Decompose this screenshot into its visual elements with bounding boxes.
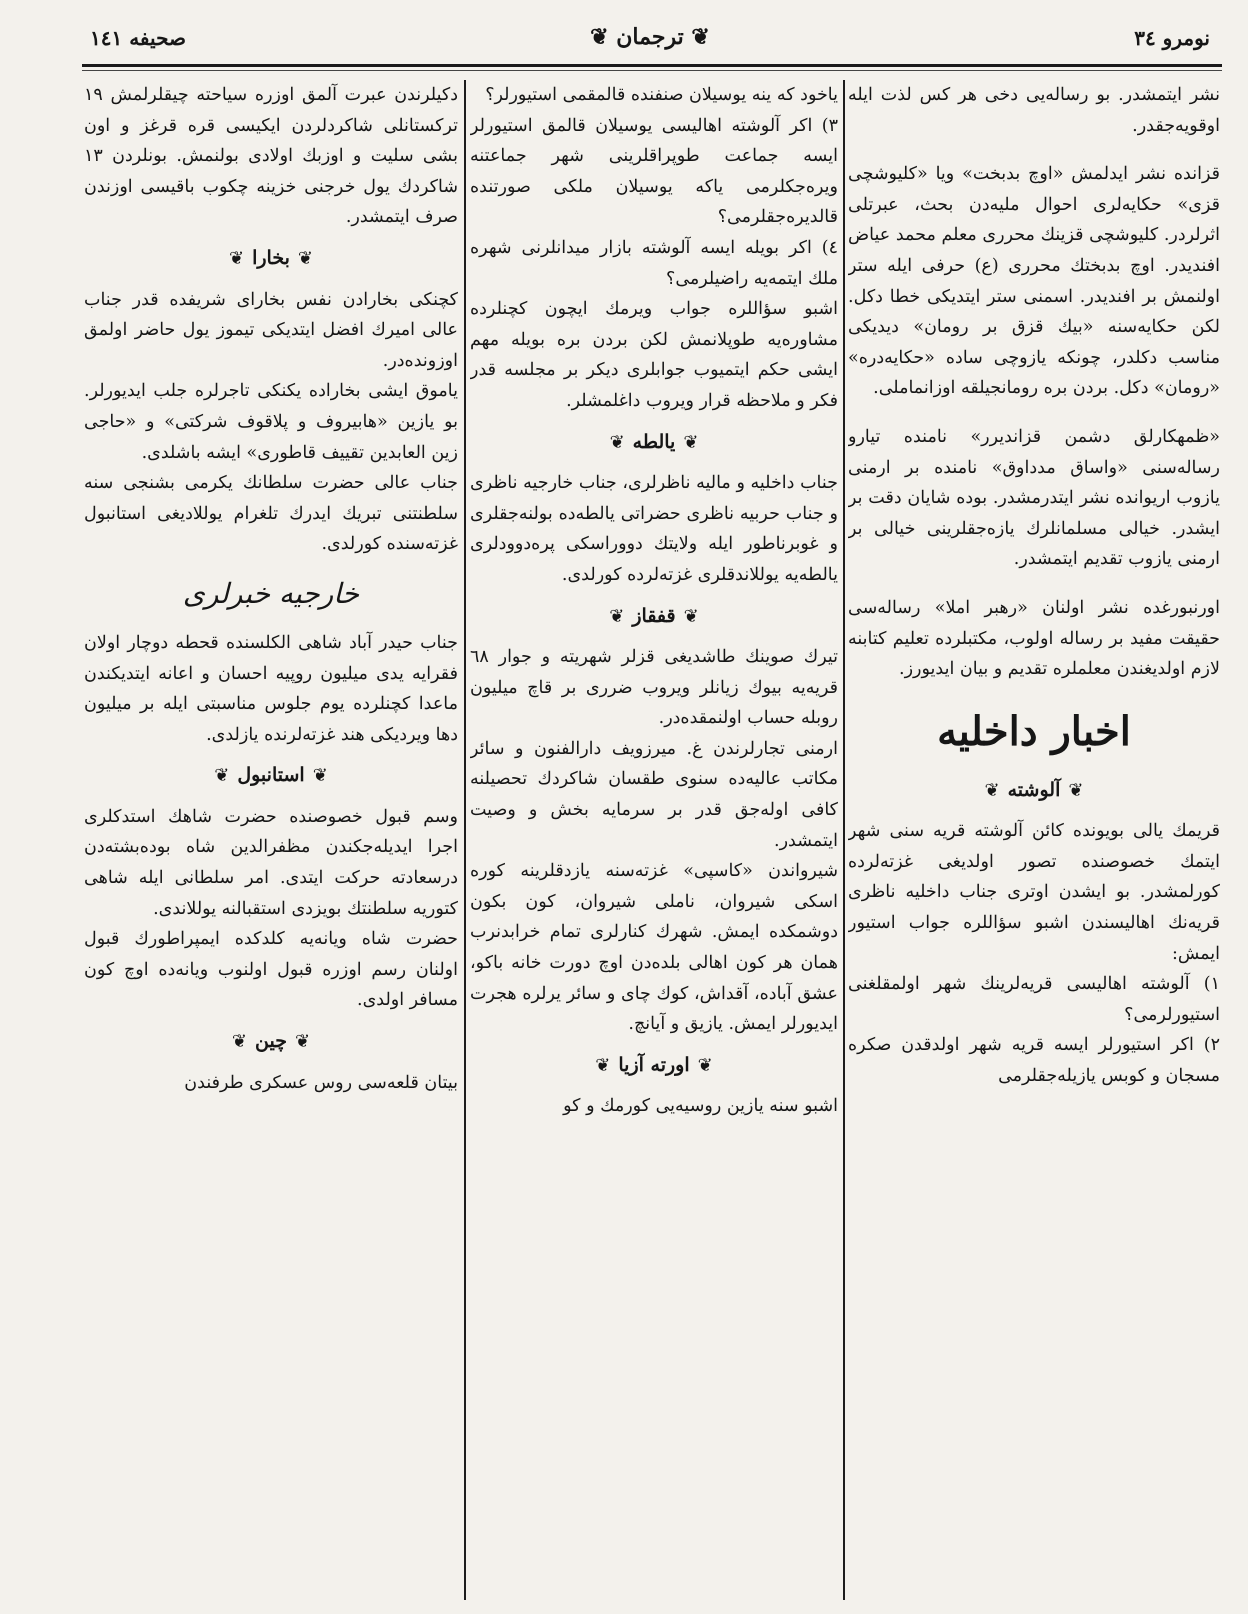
article-paragraph: ارمنى تجارلرندن غ. ميرزويف دارالفنون و سائر مكاتب عاليه‌ده سنوى طقسان شاكردك تحصيلنه كافى اوله‌جق قدر بر سرمايه بخش و وصيت ايتمشدر. (470, 738, 838, 851)
header-rule-thin (82, 70, 1222, 71)
section-heading: اخبار داخليه (937, 707, 1131, 755)
article-paragraph: شيرواندن «كاسپى» غزته‌سنه يازدقلرينه كوره اسكى شيروان، ناملى شيروان، كون بكون دوشمكده ايمش. شهرك كنارلرى تمام خرابدنرب همان هر كون اهالى بلده‌دن اوچ دورت خانه باكو، عشق آباده، آقداش، كوك چاى و سائر يرلره هجرت ايديورلر ايمش. يازيق و آيانچ. (470, 861, 838, 1035)
article-paragraph: حضرت شاه ويانه‌يه كلدكده ايمپراطورك قبول اولنان رسم اوزره قبول اولنوب ويانه‌ده اوچ كون مسافر اولدى. (84, 929, 458, 1011)
spacer (848, 141, 1220, 159)
article-paragraph: ٤) اكر بويله ايسه آلوشته بازار ميدانلرنى شهره ملك ايتمه‌يه راضيلرمى؟ (470, 237, 838, 289)
column-divider (464, 80, 466, 1600)
article-paragraph: «ظمهكارلق دشمن قزانديرر» نامنده تيارو رساله‌سنى «واساق مدداوق» نامنده بر ارمنى يازوب اريوانده نشر ايتدرمشدر. بوده شايان دقت بر ايشدر. خيالى مسلمانلرك يازه‌جقلرينى خيالى بر ارمنى يازوب تقديم ايتمشدر. (848, 426, 1220, 570)
masthead-title (80, 24, 1220, 50)
article-paragraph: ١) آلوشته اهاليسى قريه‌لرينك شهر اولمقلغنى استيورلرمى؟ (848, 974, 1220, 1025)
ornament-icon: ❦ (590, 24, 609, 50)
subsection-title: چين (255, 1030, 287, 1053)
article-paragraph: بيتان قلعه‌سى روس عسكرى طرفندن (184, 1072, 458, 1093)
subsection-heading (84, 243, 458, 275)
page-header (80, 22, 1220, 62)
header-rule (82, 64, 1222, 67)
article-paragraph: كچنكى بخارادن نفس بخاراى شريفده قدر جناب عالى اميرك افضل ايتديكى تيموز يول حاضر اولمق اوزونده‌در. (84, 289, 458, 371)
subsection-heading (470, 601, 838, 633)
subsection-heading (84, 760, 458, 792)
article-paragraph: اشبو سؤاللره جواب ويرمك ايچون كچنلرده مشاوره‌يه طوپلانمش لكن بردن بره بويله مهم ايشى حكم ايتميوب جوابلرى ديكر بر مجلسه قدر فكر و ملاحظه قرار ويروب داغلمشلر. (470, 299, 838, 411)
column-left (84, 80, 458, 1600)
subsection-title: بخارا (252, 246, 290, 269)
article-paragraph: اورنبورغده نشر اولنان «رهبر املا» رساله‌سى حقيقت مفيد بر رساله اولوب، مكتبلرده تعليم كتابنه لازم اولديغندن معلملره تقديم و بيان ايديورز. (848, 597, 1220, 680)
spacer (848, 404, 1220, 422)
column-right (848, 80, 1220, 1600)
ornament-icon: ❦ (683, 605, 699, 627)
article-paragraph: وسم قبول خصوصنده حضرت شاهك استدكلرى اجرا ايديله‌جكندن مظفرالدين شاه بوده‌بشته‌دن درسعادته حركت ايتدى. امر سلطانى ايله شاهى كتوريه سلطنتك بويزدى استقبالنه يوللاندى. (84, 806, 458, 919)
subsection-title: آلوشته (1007, 778, 1061, 801)
article-paragraph: نشر ايتمشدر. بو رساله‌يى دخى هر كس لذت ايله اوقويه‌جقدر. (848, 85, 1220, 136)
subsection-heading (470, 427, 838, 459)
article-paragraph: اشبو سنه يازين روسيه‌يى كورمك و كو (563, 1096, 838, 1117)
article-paragraph: ٣) اكر آلوشته اهاليسى يوسيلان قالمق استيورلر ايسه جماعت طوپراقلرينى شهر جماعتنه ويره‌جكلرمى ياكه يوسيلان ملكى صورتنده قالديره‌جقلرمى؟ (470, 115, 838, 228)
issue-number: نومرو ٣٤ (1134, 26, 1210, 50)
ornament-icon: ❦ (697, 1054, 713, 1076)
article-paragraph: جناب عالى حضرت سلطانك يكرمى بشنجى سنه سلطنتنى تبريك ايدرك تلغرام يوللاديغى استانبول غزته‌سنده كورلدى. (84, 473, 458, 555)
ornament-icon: ❦ (312, 765, 328, 787)
article-paragraph: تيرك صوينك طاشديغى قزلر شهريته و جوار ٦٨ قريه‌يه بيوك زيانلر ويروب ضررى بر قاچ ميليون روبله حساب اولنمقده‌در. (470, 647, 838, 729)
page-number: صحيفه ١٤١ (90, 26, 186, 50)
subsection-heading (848, 775, 1220, 807)
ornament-icon: ❦ (609, 605, 625, 627)
article-paragraph: قريمك يالى بويونده كائن آلوشته قريه سنى شهر ايتمك خصوصنده تصور اولديغى غزته‌لرده كورلمشدر. بو ايشدن اوترى جناب داخليه ناظرى قريه‌نك اهاليسندن اشبو سؤاللره جواب استيور ايمش: (848, 821, 1220, 964)
subsection-title: اورته آزيا (618, 1053, 690, 1076)
article-paragraph: جناب حيدر آباد شاهى الكلسنده قحطه دوچار اولان فقرايه يدى ميليون روپيه احسان و اعانه ايتديكندن ماعدا كچنلرده يوم جلوس مناسبتى ايله بر ميليون دها ويرديكى هند غزته‌لرنده يازلدى. (84, 632, 458, 745)
article-paragraph: قزانده نشر ايدلمش «اوچ بدبخت» ويا «كليوشچى قزى» حكايه‌لرى احوال مليه‌دن بحث، عبرتلى اثرلردر. كليوشچى قزينك محررى معلم محمد عياض افنديدر. اوچ بدبختك محررى (ع) حرفى ايله ستر اولنمش بر افنديدر. اسمنى ستر ايتديكى خطا دكل. لكن حكايه‌سنه «بيك قزق بر رومان» ديديكى مناسب دكلدر، چونكه يازوچى ساده «حكايه‌دره» «رومان» دكل. بردن بره رومانجيلقه اوزانماملى. (848, 164, 1220, 399)
column-divider (843, 80, 845, 1600)
subsection-title: يالطه (632, 430, 676, 453)
ornament-icon: ❦ (297, 247, 313, 269)
ornament-icon: ❦ (1068, 779, 1084, 801)
subsection-title: استانبول (237, 764, 305, 787)
ornament-icon: ❦ (595, 1054, 611, 1076)
ornament-icon: ❦ (231, 1031, 248, 1053)
section-heading: خارجيه خبرلرى (182, 576, 360, 610)
column-middle (470, 80, 838, 1600)
ornament-icon: ❦ (609, 431, 625, 453)
ornament-icon: ❦ (229, 247, 245, 269)
article-paragraph: دكيلرندن عبرت آلمق اوزره سياحته چيقلرلمش ١٩ تركستانلى شاكردلردن ايكيسى قره قرغز و اون بشى سليت و اوزبك اولادى بولنمش. بونلردن ١٣ شاكردك يول خرجنى خزينه چكوب باقيسى اوزندن صرف ايتمشدر. (84, 85, 458, 228)
ornament-icon: ❦ (984, 779, 1000, 801)
subsection-title: قفقاز (632, 604, 676, 627)
subsection-heading (84, 1026, 458, 1058)
spacer (848, 575, 1220, 593)
article-paragraph: جناب داخليه و ماليه ناظرلرى، جناب خارجيه ناظرى و جناب حربيه ناظرى حضراتى يالطه‌ده بولنه‌جقلرى و غوبرناطور ايله ولايتك دووراسكى پره‌دوودلرى يالطه‌يه يوللاندقلرى غزته‌لرده كورلدى. (470, 473, 838, 585)
masthead-text: ترجمان (616, 24, 684, 50)
ornament-icon: ❦ (691, 24, 710, 50)
subsection-heading (470, 1050, 838, 1082)
article-paragraph: ياخود كه ينه يوسيلان صنفنده قالمقمى استيورلر؟ (485, 85, 838, 105)
ornament-icon: ❦ (214, 765, 230, 787)
article-paragraph: ٢) اكر استيورلر ايسه قريه شهر اولدقدن صكره مسجان و كوبس يازيله‌جقلرمى (848, 1035, 1220, 1087)
article-paragraph: ياموق ايشى بخاراده يكنكى تاجرلره جلب ايديورلر. بو يازين «هابيروف و پلاقوف شركتى» و «حاجى زين العابدين تقييف قاطورى» ايشه باشلدى. (84, 381, 458, 463)
ornament-icon: ❦ (294, 1031, 311, 1053)
ornament-icon: ❦ (683, 431, 699, 453)
